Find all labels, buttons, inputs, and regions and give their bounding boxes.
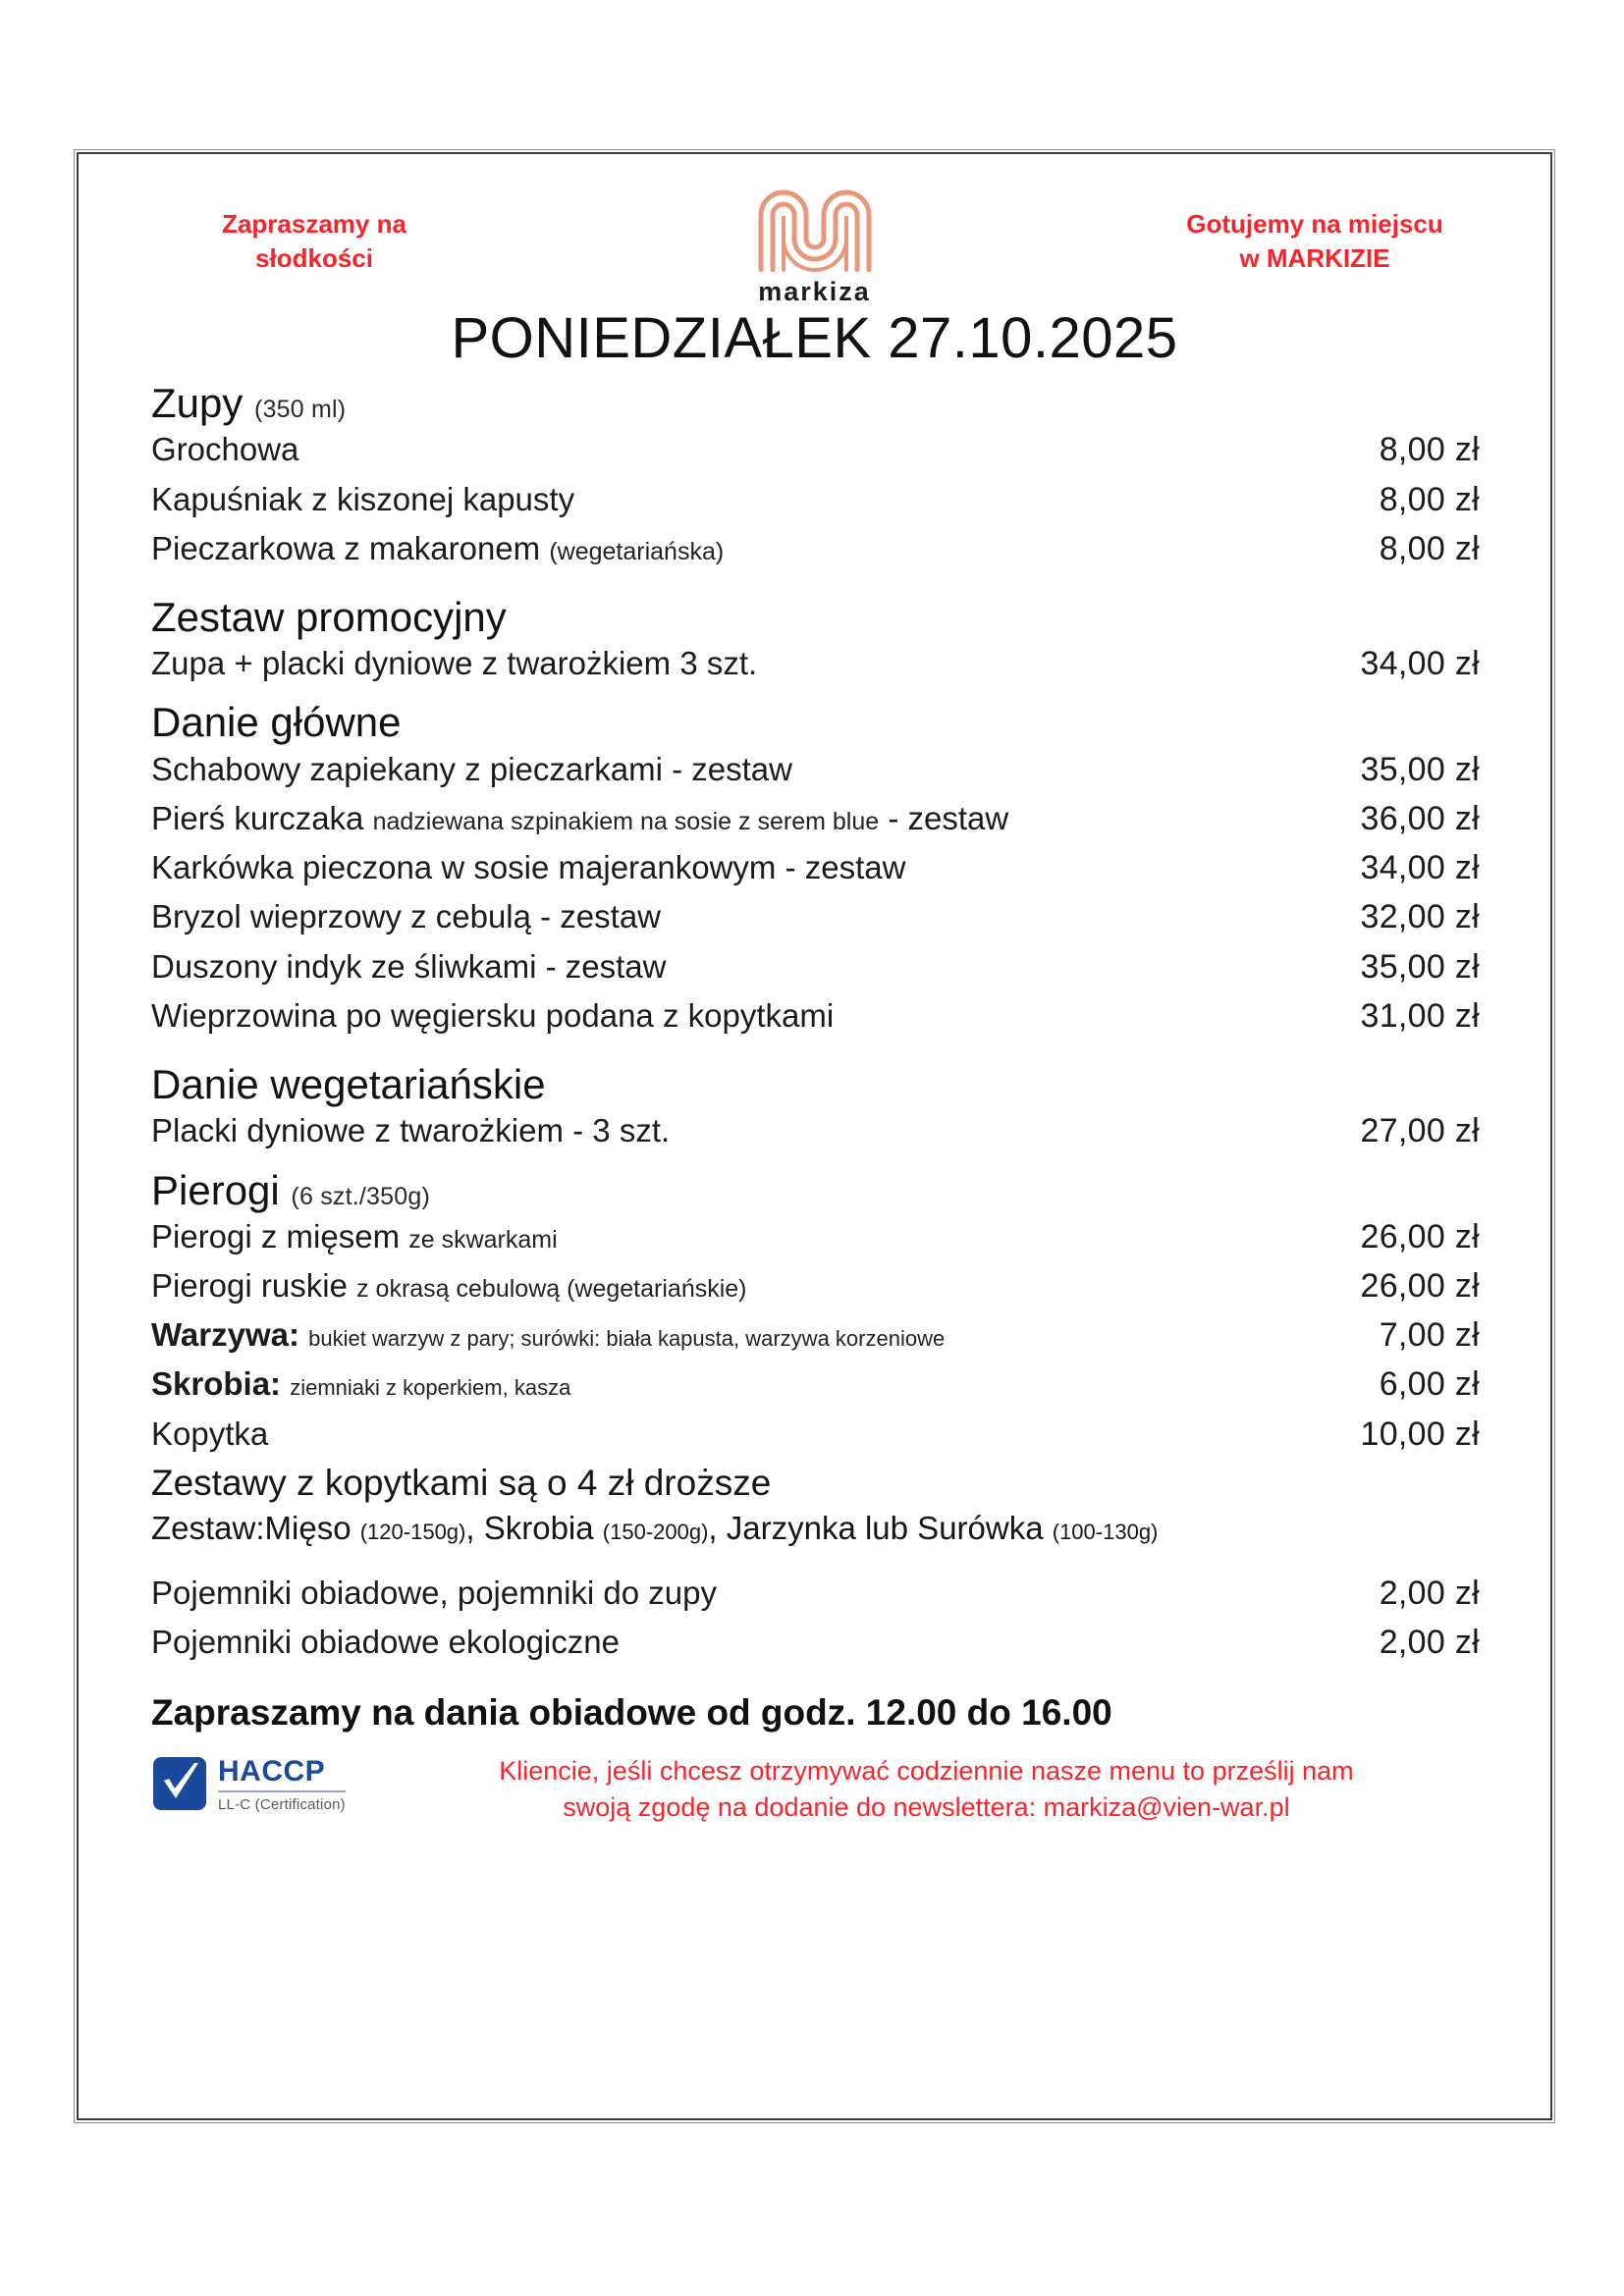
item-name-sub: ziemniaki z koperkiem, kasza xyxy=(290,1375,571,1401)
item-price: 8,00 zł xyxy=(1379,529,1480,567)
item-name xyxy=(151,1363,1287,1406)
item-name xyxy=(151,528,1287,570)
item-name: Grochowa xyxy=(151,431,299,468)
item-price: 10,00 zł xyxy=(1360,1415,1480,1453)
markiza-logo-icon xyxy=(751,182,879,272)
menu-page-frame xyxy=(77,152,1552,2120)
menu-row xyxy=(151,475,1480,524)
note-kopytka-surcharge: Zestawy z kopytkami są o 4 zł droższe xyxy=(151,1462,772,1503)
item-name xyxy=(151,1265,1287,1308)
brand-name: markiza xyxy=(758,277,871,306)
menu-row xyxy=(151,524,1480,573)
haccp-check-icon xyxy=(151,1755,208,1812)
section-title-zupy: Zupy xyxy=(151,380,244,426)
menu-row xyxy=(151,425,1480,474)
newsletter-note-line2: swoją zgodę na dodanie do newslettera: markiza@vien-war.pl xyxy=(563,1791,1290,1822)
item-price: 31,00 zł xyxy=(1360,996,1480,1035)
set-meat-weight: (120-150g) xyxy=(359,1519,466,1544)
set-starch: , Skrobia xyxy=(465,1509,594,1546)
section-heading-pierogi xyxy=(151,1168,1480,1212)
item-name: Karkówka pieczona w sosie majerankowym - zestaw xyxy=(151,849,906,886)
promo-sweets-line2: słodkości xyxy=(255,243,373,274)
haccp-subtitle: LL-C (Certification) xyxy=(218,1796,346,1814)
section-heading-vegetarian xyxy=(151,1062,1480,1106)
menu-row xyxy=(151,843,1480,892)
item-price: 35,00 zł xyxy=(1360,750,1480,788)
menu-row xyxy=(151,1212,1480,1261)
item-name-main: Skrobia: xyxy=(151,1365,282,1403)
item-name-main: Pierogi ruskie xyxy=(151,1267,348,1305)
item-name: Pojemniki obiadowe ekologiczne xyxy=(151,1623,620,1660)
item-price: 7,00 zł xyxy=(1379,1316,1480,1355)
promo-sweets-line1: Zapraszamy na xyxy=(222,209,406,239)
menu-row xyxy=(151,639,1480,688)
item-name: Kapuśniak z kiszonej kapusty xyxy=(151,480,575,517)
item-name-sub: z okrasą cebulową (wegetariańskie) xyxy=(356,1275,747,1304)
item-name xyxy=(151,1314,1287,1357)
menu-footer xyxy=(118,1734,1511,1825)
item-price: 34,00 zł xyxy=(1360,645,1480,683)
set-veg: , Jarzynka lub Surówka xyxy=(708,1509,1044,1546)
item-price: 2,00 zł xyxy=(1379,1574,1480,1612)
section-title-main: Danie główne xyxy=(151,699,402,746)
section-title-vegetarian: Danie wegetariańskie xyxy=(151,1060,546,1107)
menu-row xyxy=(151,1618,1480,1667)
section-heading-main xyxy=(151,700,1480,744)
menu-row xyxy=(151,1360,1480,1409)
item-name-main: Pierogi z mięsem xyxy=(151,1217,401,1255)
menu-row xyxy=(151,1569,1480,1618)
menu-row xyxy=(151,745,1480,794)
item-price: 27,00 zł xyxy=(1360,1112,1480,1150)
item-name-sub: ze skwarkami xyxy=(408,1225,558,1254)
item-name-sub: nadziewana szpinakiem na sosie z serem blue xyxy=(372,808,880,836)
item-price: 2,00 zł xyxy=(1379,1623,1480,1661)
brand-logo xyxy=(668,180,962,307)
item-price: 26,00 zł xyxy=(1360,1217,1480,1255)
item-price: 8,00 zł xyxy=(1379,480,1480,518)
haccp-title: HACCP xyxy=(218,1757,346,1792)
menu-body xyxy=(118,381,1511,1734)
item-price: 32,00 zł xyxy=(1360,898,1480,936)
item-price: 34,00 zł xyxy=(1360,849,1480,887)
menu-row xyxy=(151,892,1480,941)
item-name-main: Warzywa: xyxy=(151,1316,299,1354)
menu-header xyxy=(118,154,1511,306)
item-name: Schabowy zapiekany z pieczarkami - zestaw xyxy=(151,750,792,787)
newsletter-note xyxy=(346,1751,1482,1825)
section-heading-zupy xyxy=(151,381,1480,425)
menu-row xyxy=(151,1310,1480,1360)
item-name: Bryzol wieprzowy z cebulą - zestaw xyxy=(151,898,662,935)
item-name-tail: - zestaw xyxy=(888,800,1009,837)
newsletter-note-line1: Kliencie, jeśli chcesz otrzymywać codziennie nasze menu to prześlij nam xyxy=(499,1756,1354,1787)
promo-cooked-line2: w MARKIZIE xyxy=(1239,243,1390,274)
section-title-pierogi: Pierogi xyxy=(151,1166,280,1213)
item-price: 35,00 zł xyxy=(1360,947,1480,986)
section-heading-promo xyxy=(151,595,1480,639)
menu-row xyxy=(151,942,1480,991)
page-title: PONIEDZIAŁEK 27.10.2025 xyxy=(451,306,1178,370)
set-veg-weight: (100-130g) xyxy=(1052,1519,1159,1544)
item-name-main: Pierś kurczaka xyxy=(151,800,364,837)
section-title-promo: Zestaw promocyjny xyxy=(151,593,507,640)
promo-sweets xyxy=(118,180,511,276)
item-name: Zupa + placki dyniowe z twarożkiem 3 szt. xyxy=(151,645,758,682)
item-name: Kopytka xyxy=(151,1415,269,1452)
promo-cooked-on-site xyxy=(1118,180,1511,276)
section-qty-pierogi: (6 szt./350g) xyxy=(291,1182,430,1210)
item-name-sub: bukiet warzyw z pary; surówki: biała kapusta, warzywa korzeniowe xyxy=(308,1326,946,1352)
set-starch-weight: (150-200g) xyxy=(602,1519,709,1544)
item-name: Placki dyniowe z twarożkiem - 3 szt. xyxy=(151,1112,671,1149)
note-set-composition xyxy=(151,1506,1480,1549)
item-name-sub: (wegetariańska) xyxy=(549,537,725,565)
menu-row xyxy=(151,1261,1480,1310)
item-name xyxy=(151,798,1287,840)
menu-row xyxy=(151,1410,1480,1459)
item-price: 36,00 zł xyxy=(1360,800,1480,838)
item-price: 8,00 zł xyxy=(1379,431,1480,469)
item-name: Duszony indyk ze śliwkami - zestaw xyxy=(151,947,667,985)
note-opening-hours: Zapraszamy na dania obiadowe od godz. 12.00 do 16.00 xyxy=(151,1692,1112,1734)
item-price: 6,00 zł xyxy=(1379,1365,1480,1404)
section-qty-zupy: (350 ml) xyxy=(254,396,347,423)
item-price: 26,00 zł xyxy=(1360,1267,1480,1306)
haccp-certification xyxy=(151,1751,346,1813)
item-name: Pojemniki obiadowe, pojemniki do zupy xyxy=(151,1574,717,1611)
item-name: Wieprzowina po węgiersku podana z kopytkami xyxy=(151,996,835,1034)
menu-row xyxy=(151,1106,1480,1155)
item-name-main: Pieczarkowa z makaronem xyxy=(151,529,541,566)
set-prefix: Zestaw:Mięso xyxy=(151,1509,352,1546)
promo-cooked-line1: Gotujemy na miejscu xyxy=(1186,209,1443,239)
menu-row xyxy=(151,794,1480,843)
item-name xyxy=(151,1216,1287,1258)
menu-row xyxy=(151,991,1480,1041)
